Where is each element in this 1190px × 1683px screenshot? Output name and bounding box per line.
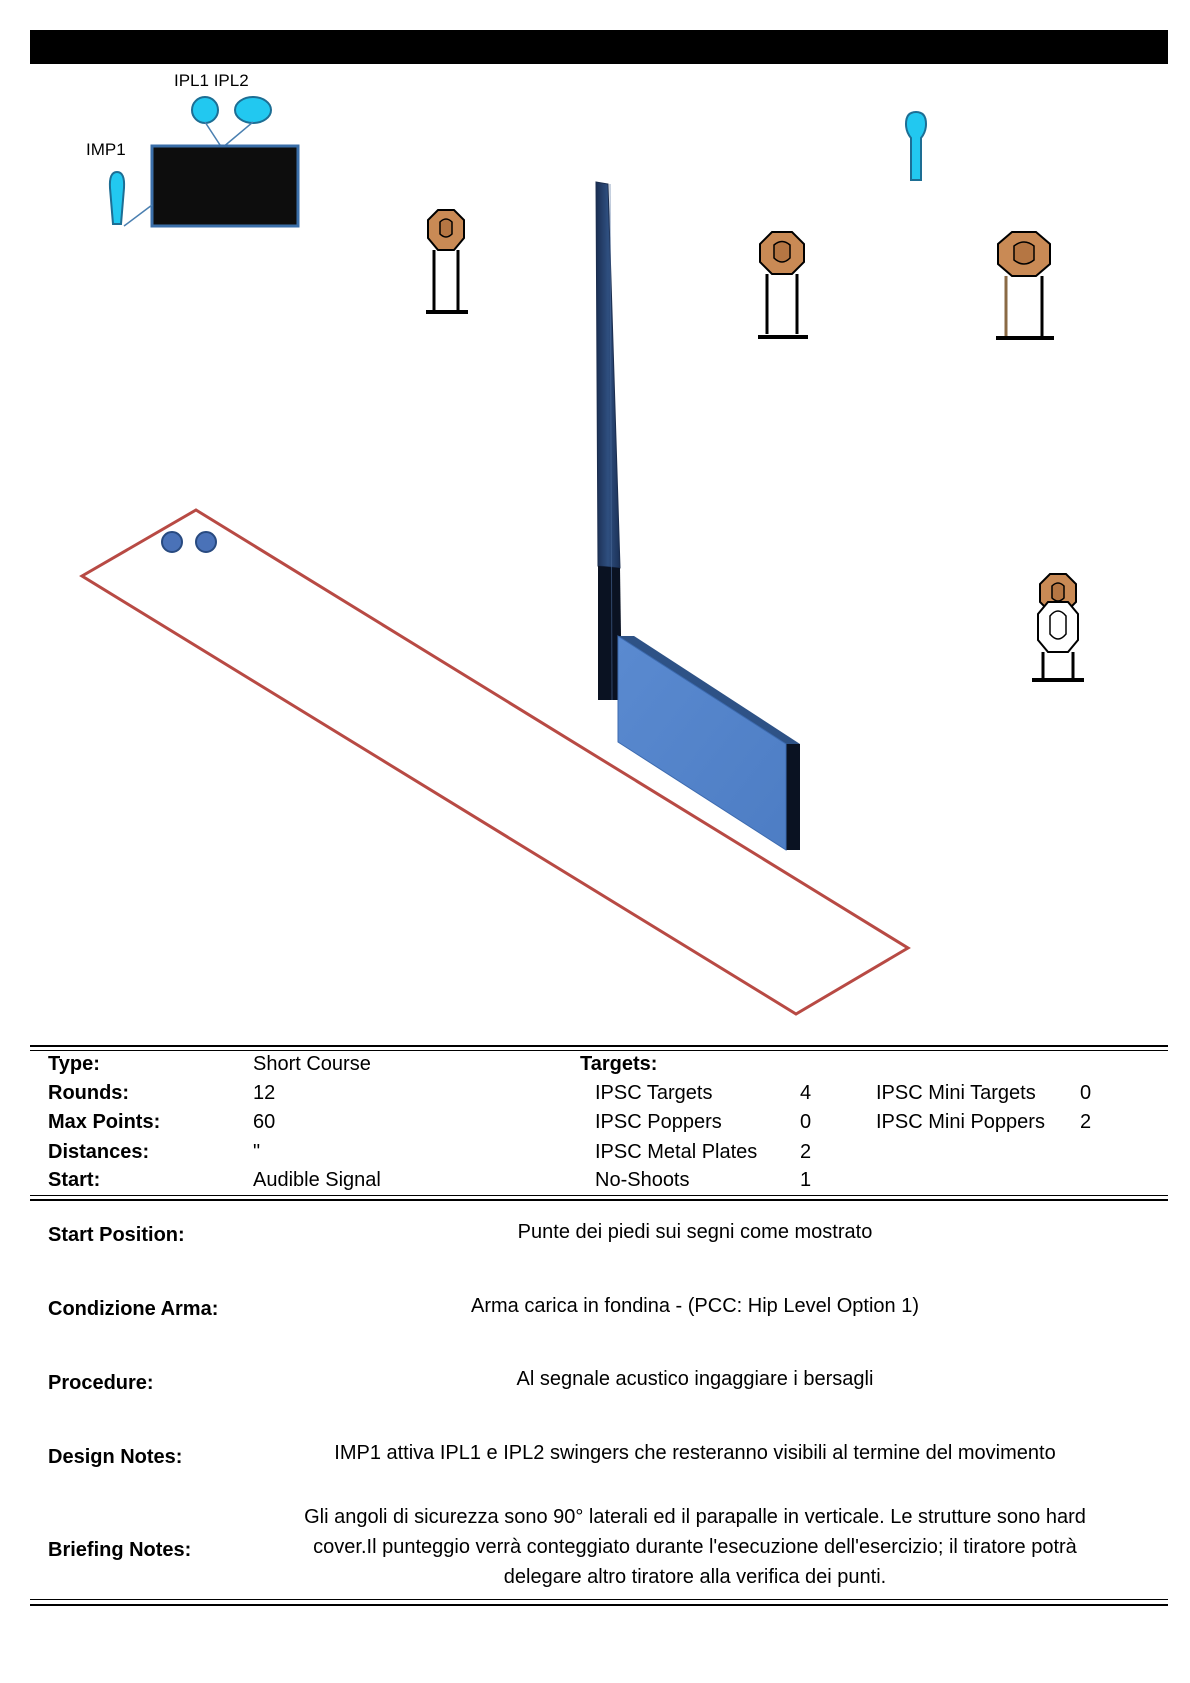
briefing-notes-label: Briefing Notes:	[48, 1539, 192, 1561]
maxpoints-label: Max Points:	[48, 1111, 161, 1133]
targets-label: Targets:	[580, 1053, 658, 1075]
imp1-popper	[110, 172, 124, 224]
procedure-label: Procedure:	[48, 1372, 154, 1394]
rounds-value: 12	[253, 1082, 276, 1104]
start-value: Audible Signal	[253, 1169, 381, 1191]
target-name: IPSC Metal Plates	[595, 1141, 758, 1163]
ipsc-target-3	[996, 232, 1054, 338]
foot-mark-left	[162, 532, 182, 552]
target-name: IPSC Poppers	[595, 1111, 722, 1133]
maxpoints-value: 60	[253, 1111, 276, 1133]
briefing-notes-value: Gli angoli di sicurezza sono 90° laterali ed il parapalle in verticale. Le strutture sono hard cover.Il punteggio verrà conteggiato durante l'esecuzione dell'esercizio; il tiratore potrà delegare altro tiratore alla verifica dei punti.	[304, 1506, 1086, 1588]
design-notes-label: Design Notes:	[48, 1446, 183, 1468]
condizione-label: Condizione Arma:	[48, 1298, 219, 1320]
footer-rule	[30, 1604, 1168, 1606]
procedure-value: Al segnale acustico ingaggiare i bersagli	[516, 1368, 874, 1390]
vertical-wall	[596, 182, 622, 700]
mini-target-count: 0	[1080, 1082, 1092, 1104]
ipsc-target-4-with-no-shoot	[1032, 574, 1084, 680]
start-label: Start:	[48, 1169, 101, 1191]
condizione-value: Arma carica in fondina - (PCC: Hip Level Option 1)	[471, 1295, 919, 1317]
type-label: Type:	[48, 1053, 100, 1075]
swinger-box	[152, 146, 298, 226]
low-barrier	[618, 636, 800, 850]
start-position-label: Start Position:	[48, 1224, 185, 1246]
ipl2-plate	[235, 97, 271, 123]
ipsc-target-1	[426, 210, 468, 312]
type-value: Short Course	[253, 1053, 371, 1075]
table-top-rule	[30, 1045, 1168, 1047]
rounds-label: Rounds:	[48, 1082, 130, 1104]
ipsc-target-2	[758, 232, 808, 337]
mini-target-name: IPSC Mini Targets	[876, 1082, 1036, 1104]
target-count: 2	[800, 1141, 812, 1163]
table-bottom-rule	[30, 1199, 1168, 1201]
target-name: No-Shoots	[595, 1169, 690, 1191]
distances-label: Distances:	[48, 1141, 150, 1163]
target-name: IPSC Targets	[595, 1082, 713, 1104]
mini-target-name: IPSC Mini Poppers	[876, 1111, 1045, 1133]
ipl-label: IPL1 IPL2	[174, 71, 249, 90]
mini-popper	[906, 112, 926, 180]
start-position-value: Punte dei piedi sui segni come mostrato	[517, 1221, 873, 1243]
target-count: 4	[800, 1082, 812, 1104]
mini-target-count: 2	[1080, 1111, 1092, 1133]
ipl1-plate	[192, 97, 218, 123]
distances-value: "	[253, 1141, 261, 1163]
target-count: 1	[800, 1169, 812, 1191]
foot-mark-right	[196, 532, 216, 552]
target-count: 0	[800, 1111, 812, 1133]
design-notes-value: IMP1 attiva IPL1 e IPL2 swingers che resteranno visibili al termine del movimento	[334, 1442, 1056, 1464]
imp1-label: IMP1	[86, 140, 126, 159]
